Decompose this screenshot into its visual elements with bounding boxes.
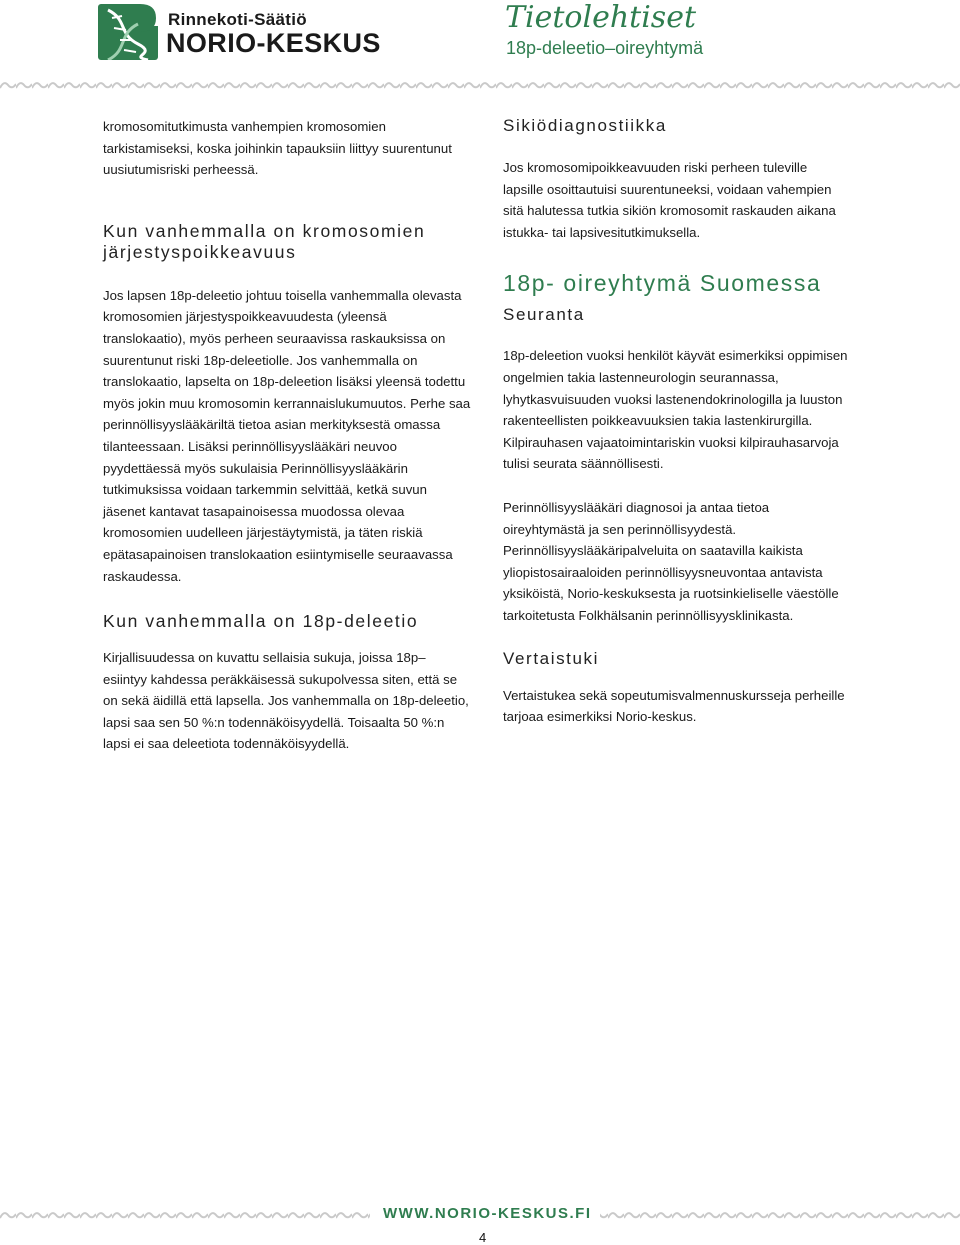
document-subtitle: 18p-deleetio–oireyhtymä bbox=[506, 38, 704, 58]
section-heading-followup: Seuranta bbox=[503, 305, 585, 325]
page-number: 4 bbox=[479, 1230, 487, 1245]
section-heading-peer-support: Vertaistuki bbox=[503, 648, 600, 668]
org-name: NORIO-KESKUS bbox=[166, 28, 381, 58]
peer-support-paragraph: Vertaistukea sekä sopeutumisvalmennuskursseja perheille tarjoaa esimerkiksi Norio-keskus. bbox=[503, 687, 845, 725]
left-column bbox=[103, 116, 473, 755]
section-heading-finland: 18p- oireyhtymä Suomessa bbox=[503, 270, 822, 297]
prenatal-paragraph: Jos kromosomipoikkeavuuden riski perheen tuleville lapsille osoittautuisi suurentuneeksi, voidaan vahempien sitä halutessa tutkia sikiön kromosomit raskauden aikana istukka- tai lapsivesitutkimuksella. bbox=[503, 160, 836, 240]
section-heading-chromosome-rearrangement bbox=[103, 221, 473, 263]
top-wave-divider bbox=[0, 78, 960, 92]
rearrangement-paragraph: Jos lapsen 18p-deleetio johtuu toisella vanhemmalla olevasta kromosomien järjestyspoikkeavuudesta (yleensä translokaatio), myös perheen seuraavissa raskauksissa on suurentunut riski 18p-deleetiolle. Jos vanhemmalla on translokaatio, lapselta on 18p-deleetion lisäksi yleensä todettu myös jokin muu kromosomin kerrannaislukumuutos. Perhe saa perinnöllisyyslääkäriltä tietoa asian merkityksestä omassa tilanteessaan. Lisäksi perinnöllisyyslääkäri neuvoo pyydettäessä myös sukulaisia Perinnöllisyyslääkärin tutkimuksissa voidaan tarkemmin selvittää, ketkä suvun jäsenet kantavat tasapainoisessa muodossa olevaa kromosomien uudelleen järjestäytymistä, ja täten riskiä epätasapainoisen translokaation esiintymiselle seuraavassa raskaudessa. bbox=[103, 287, 471, 584]
followup-paragraph: 18p-deleetion vuoksi henkilöt käyvät esimerkiksi oppimisen ongelmien takia lastenneurologin seurannassa, lyhytkasvuisuuden vuoksi lastenendokrinologilla ja luuston rakenteellisten poikkeavuuksien takia lastenkirurgilla. Kilpirauhasen vajaatoimintariskin vuoksi kilpirauhasarvoja tulisi seurata säännöllisesti. bbox=[503, 348, 848, 472]
norio-keskus-logo bbox=[98, 4, 408, 60]
dna-logo-icon bbox=[98, 4, 158, 60]
website-link[interactable]: WWW.NORIO-KESKUS.FI bbox=[383, 1205, 592, 1222]
section-heading-prenatal: Sikiödiagnostiikka bbox=[503, 116, 667, 135]
right-column bbox=[503, 116, 848, 728]
section-heading-parent-deletion: Kun vanhemmalla on 18p-deleetio bbox=[103, 611, 419, 632]
heading-line-1: Kun vanhemmalla on kromosomien bbox=[103, 220, 426, 241]
parent-deletion-paragraph: Kirjallisuudessa on kuvattu sellaisia sukuja, joissa 18p– esiintyy kahdessa peräkkäisessä sukupolvessa siten, että se on sekä äidillä että lapsella. Jos vanhemmalla on 18p-deleetio, lapsi saa sen 50 %:n todennäköisyydellä. Toisaalta 50 %:n lapsi ei saa deleetiota todennäköisyydellä. bbox=[103, 650, 469, 752]
document-series-title: Tietolehtiset bbox=[505, 0, 697, 35]
org-parent-name: Rinnekoti-Säätiö bbox=[168, 10, 307, 29]
intro-paragraph: kromosomitutkimusta vanhempien kromosomien tarkistamiseksi, koska joihinkin tapauksiin liittyy suurentunut uusiutumisriski perheessä. bbox=[103, 119, 452, 178]
diagnosis-paragraph: Perinnöllisyyslääkäri diagnosoi ja antaa tietoa oireyhtymästä ja sen perinnöllisyydestä. Perinnöllisyyslääkäripalveluita on saatavilla kaikista yliopistosairaaloiden perinnöllisyysneuvontaa antavista yksiköistä, Norio-keskuksesta ja ruotsinkieliselle väestölle tarkoitetusta Folkhälsanin perinnöllisyysklinikasta. bbox=[503, 499, 839, 623]
heading-line-2: järjestyspoikkeavuus bbox=[103, 241, 297, 262]
